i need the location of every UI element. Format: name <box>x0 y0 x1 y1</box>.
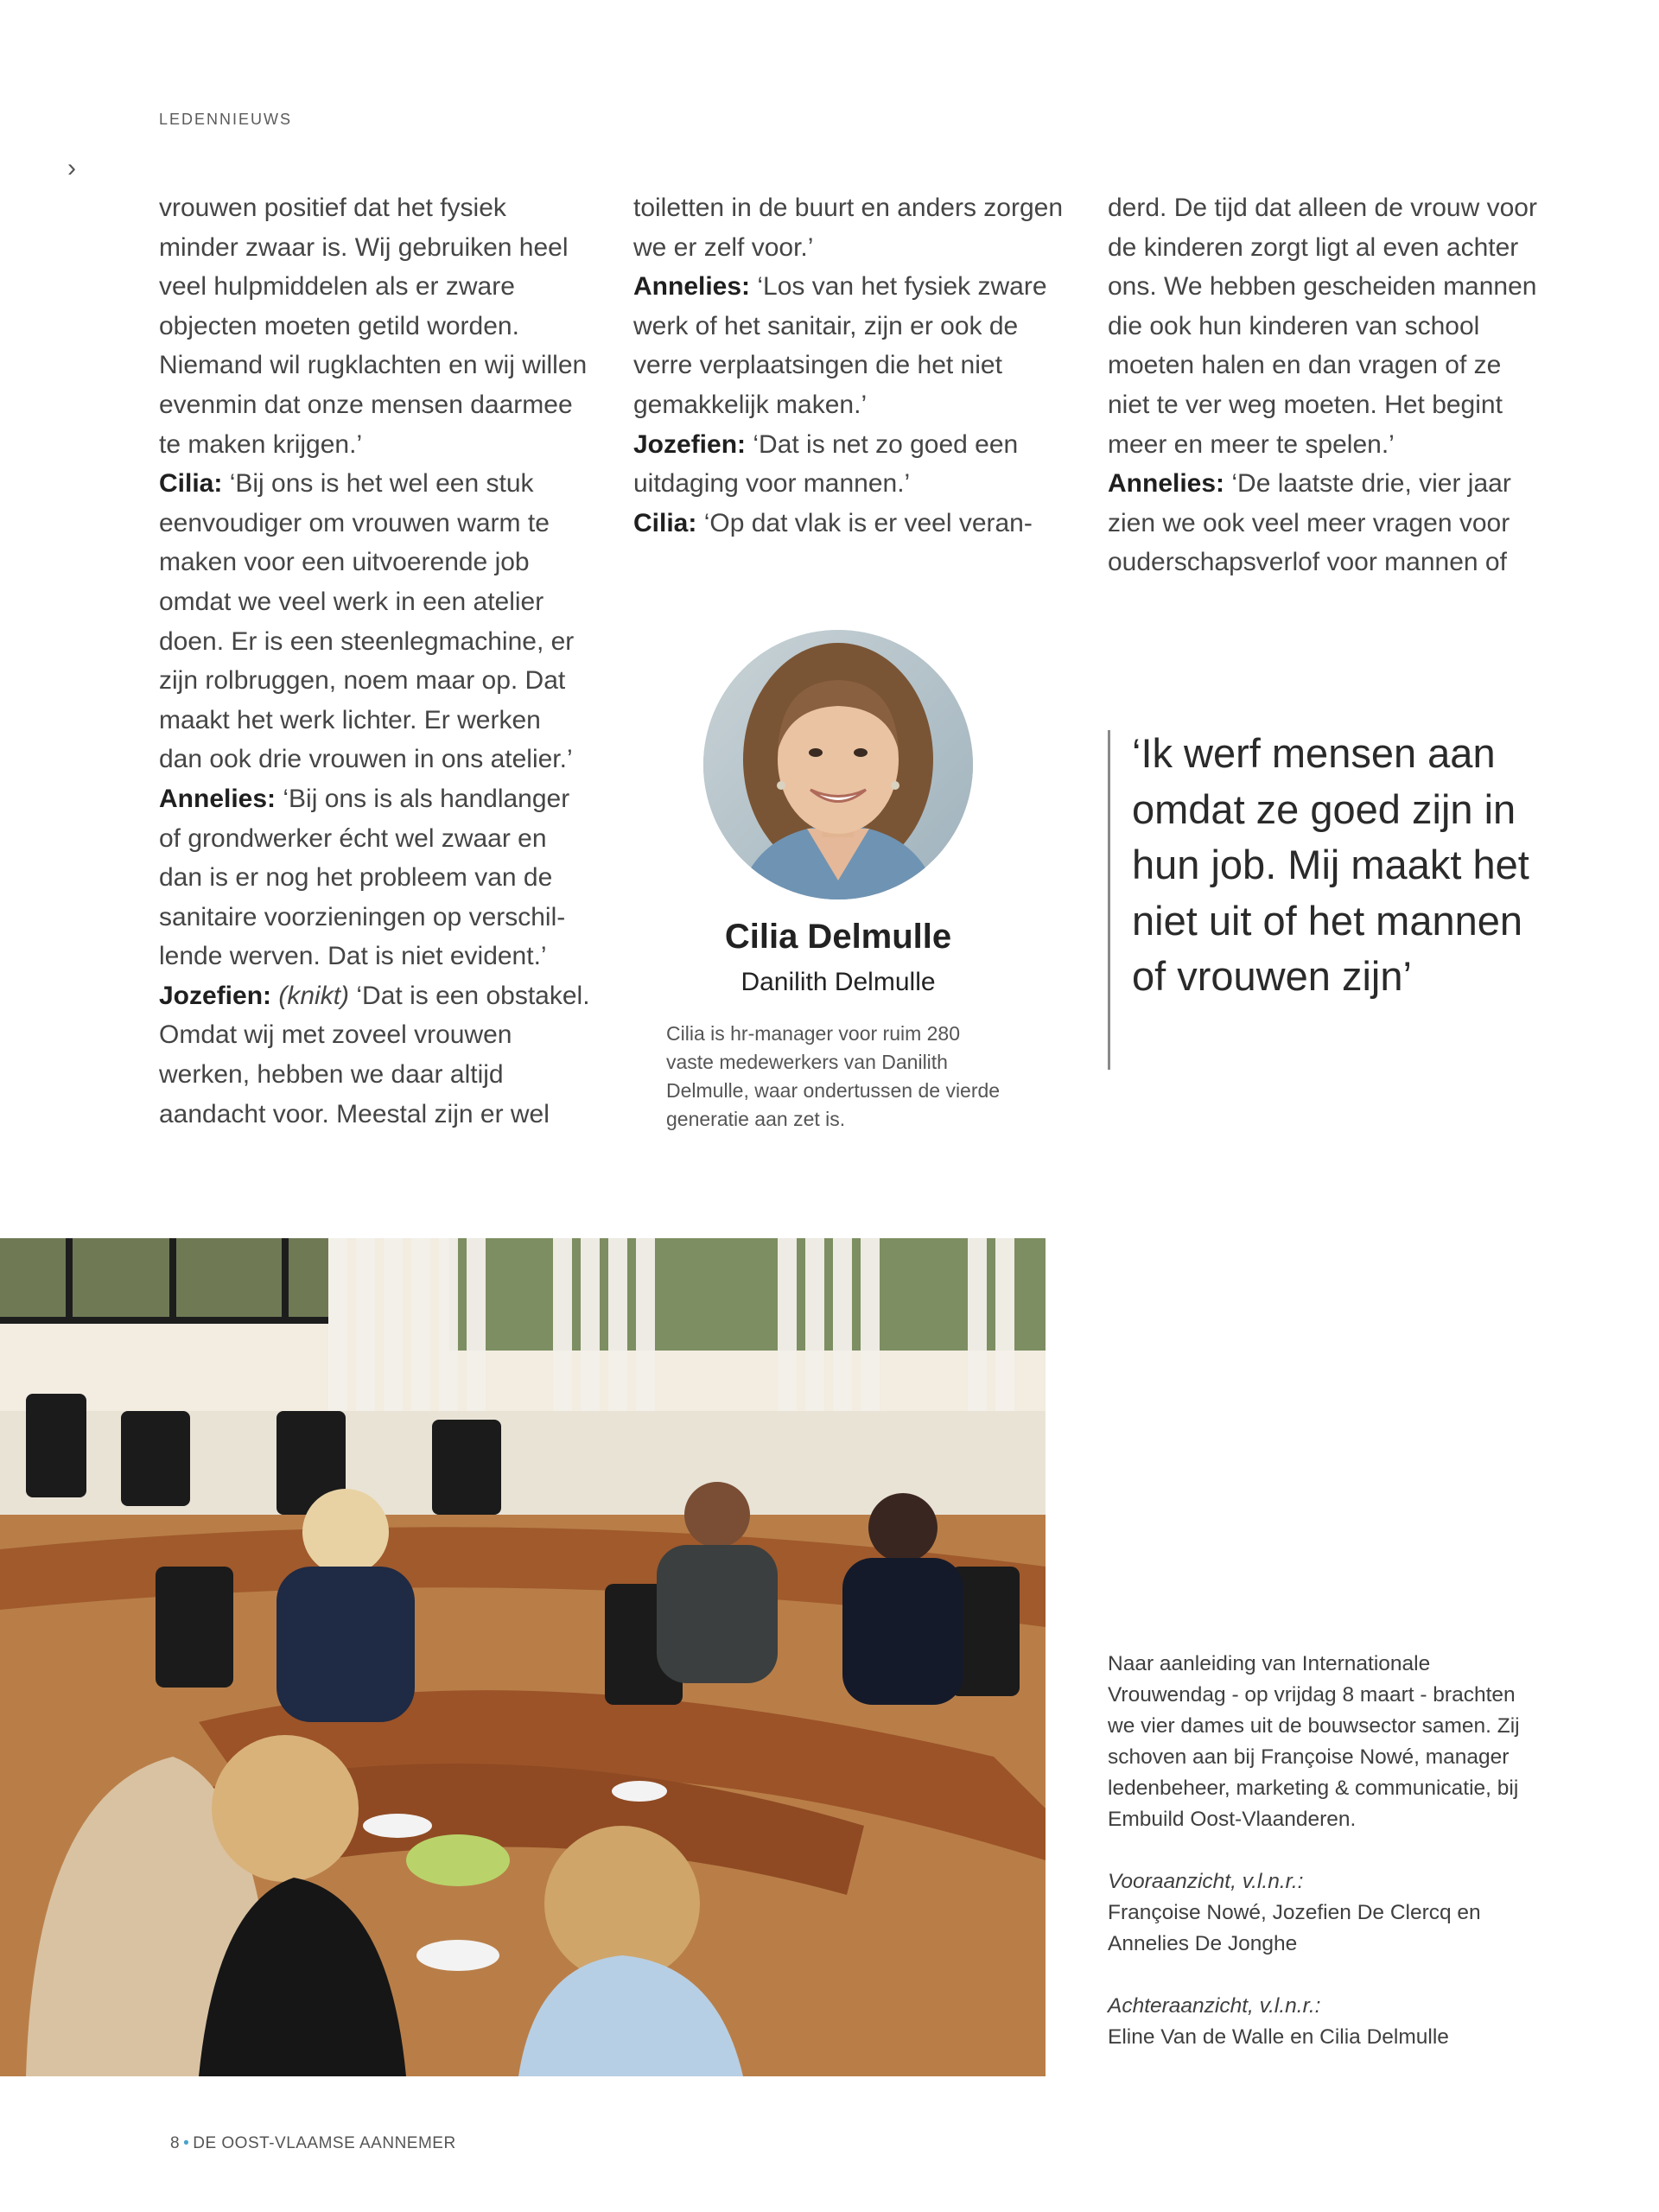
paragraph-text: ‘De laatste drie, vier jaar zien we ook veel meer vragen voor ouderschapsverlof voor mannen of <box>1108 469 1511 577</box>
portrait-illustration <box>703 630 973 899</box>
paragraph-text: ‘Dat is net zo goed een uitdaging voor mannen.’ <box>633 429 1019 499</box>
caption-front-names: Françoise Nowé, Jozefien De Clercq en Annelies De Jonghe <box>1108 1901 1481 1955</box>
paragraph <box>159 976 591 1134</box>
article-column-1 <box>159 188 591 1134</box>
paragraph <box>633 425 1065 504</box>
caption-front-label: Vooraanzicht, v.l.n.r.: <box>1108 1870 1304 1893</box>
paragraph <box>633 504 1065 543</box>
paragraph-text: ‘Dat is een obstakel. Omdat wij met zoveel vrouwen werken, hebben we daar altijd aandacht voor. Meestal zijn er wel <box>159 981 590 1128</box>
paragraph <box>159 464 591 779</box>
profile-company: Danilith Delmulle <box>741 968 936 996</box>
pull-quote: ‘Ik werf mensen aan omdat ze goed zijn in hun job. Mij maakt het niet uit of het mannen of vrouwen zijn’ <box>1132 730 1529 999</box>
footer-separator: • <box>183 2134 190 2152</box>
speaker-name: Cilia: <box>159 469 223 499</box>
paragraph-text: ‘Bij ons is als handlanger of grondwerker écht wel zwaar en dan is er nog het probleem van de sanitaire voorzieningen op verschillende werven. Dat is niet evident.’ <box>159 784 570 971</box>
portrait-photo <box>703 630 973 899</box>
section-label: LEDENNIEUWS <box>159 111 293 128</box>
stage-direction: (knikt) <box>278 981 350 1010</box>
paragraph-text: derd. De tijd dat alleen de vrouw voor de kinderen zorgt ligt al even achter ons. We hebben gescheiden mannen die ook hun kinderen van school moeten halen en dan vragen of ze niet te ver weg moeten. Het begint meer en meer te spelen.’ <box>1108 194 1537 459</box>
speaker-name: Annelies: <box>159 784 276 813</box>
meeting-room-illustration <box>0 1238 1046 2076</box>
paragraph-text: toiletten in de buurt en anders zorgen we er zelf voor.’ <box>633 194 1064 262</box>
paragraph-text: ‘Los van het fysiek zware werk of het sanitair, zijn er ook de verre verplaatsingen die het niet gemakkelijk maken.’ <box>633 272 1047 419</box>
paragraph <box>159 188 591 464</box>
caption-back-names: Eline Van de Walle en Cilia Delmulle <box>1108 2025 1449 2049</box>
paragraph <box>1108 188 1540 464</box>
chevron-right-icon[interactable]: › <box>67 154 76 182</box>
paragraph-text: ‘Op dat vlak is er veel veran- <box>696 508 1033 537</box>
meeting-room-photo <box>0 1238 1046 2076</box>
paragraph-text: ‘Bij ons is het wel een stuk eenvoudiger om vrouwen warm te maken voor een uitvoerende job omdat we veel werk in een atelier doen. Er is een steenlegmachine, er zijn rolbruggen, noem maar op. Dat maakt het werk lichter. Er werken dan ook drie vrouwen in ons atelier.’ <box>159 469 575 774</box>
paragraph <box>1108 464 1540 582</box>
article-column-3 <box>1108 188 1540 582</box>
caption-intro: Naar aanleiding van Internationale Vrouwendag - op vrijdag 8 maart - brachten we vier dames uit de bouwsector samen. Zij schoven aan bij Françoise Nowé, manager ledenbeheer, marketing & communicatie, bij Embuild Oost-Vlaanderen. <box>1108 1652 1520 1831</box>
speaker-name: Annelies: <box>1108 469 1225 499</box>
paragraph <box>633 267 1065 424</box>
speaker-name: Annelies: <box>633 272 751 302</box>
caption-front <box>1108 1866 1540 1960</box>
speaker-name: Cilia: <box>633 508 697 537</box>
profile-bio: Cilia is hr-manager voor ruim 280 vaste medewerkers van Danilith Delmulle, waar ondertussen de vierde generatie aan zet is. <box>666 1022 1001 1130</box>
publication-name: DE OOST-VLAAMSE AANNEMER <box>193 2134 456 2152</box>
paragraph <box>633 188 1065 267</box>
paragraph-text: vrouwen positief dat het fysiek minder zwaar is. Wij gebruiken heel veel hulpmiddelen als er zware objecten moeten getild worden. Niemand wil rugklachten en wij willen evenmin dat onze mensen daarmee te maken krijgen.’ <box>159 194 588 459</box>
speaker-name: Jozefien: <box>633 429 747 459</box>
profile-name: Cilia Delmulle <box>724 918 952 956</box>
paragraph <box>159 779 591 976</box>
caption-back-label: Achteraanzicht, v.l.n.r.: <box>1108 1994 1321 2018</box>
speaker-name: Jozefien: <box>159 981 272 1010</box>
caption-back <box>1108 1991 1540 2053</box>
photo-caption <box>1108 1649 1540 2084</box>
page-footer <box>170 2134 456 2153</box>
article-column-2 <box>633 188 1065 543</box>
quote-divider <box>1108 730 1110 1070</box>
page-number: 8 <box>170 2134 181 2152</box>
